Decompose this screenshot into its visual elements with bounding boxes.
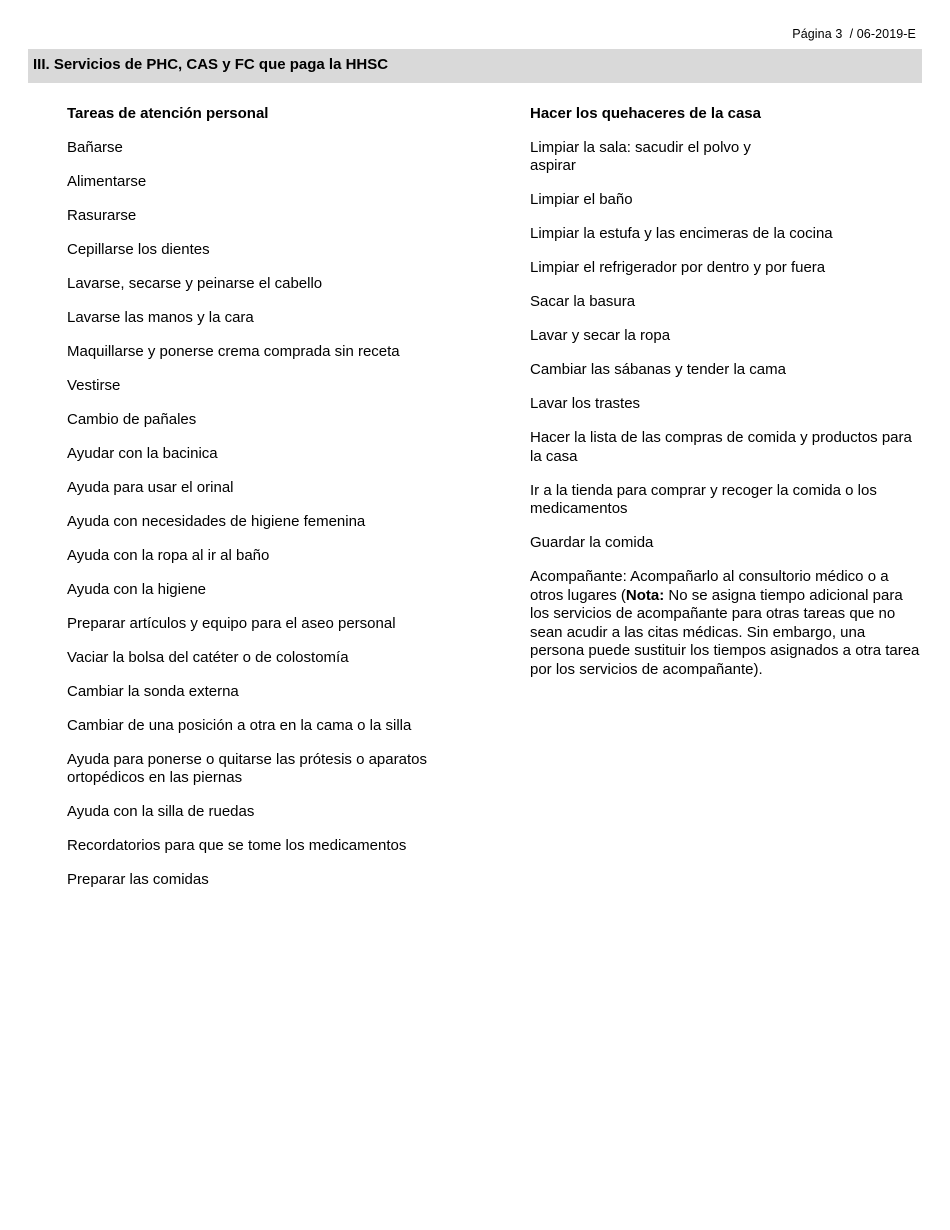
list-item: Sacar la basura (530, 293, 636, 310)
list-item: Maquillarse y ponerse crema comprada sin receta (67, 342, 400, 360)
list-item: Preparar artículos y equipo para el aseo personal (67, 614, 396, 632)
housekeeping-heading: Hacer los quehaceres de la casa (530, 105, 761, 122)
page-label: Página 3 (792, 27, 843, 41)
escort-paragraph (530, 568, 922, 679)
housekeeping-column (530, 104, 922, 695)
list-item: Ayuda para usar el orinal (67, 478, 234, 496)
list-item: Ir a la tienda para comprar y recoger la comida o los medicamentos (530, 481, 877, 517)
list-item: Vestirse (67, 376, 121, 394)
list-item: Guardar la comida (530, 534, 654, 551)
list-item: Cambiar la sonda externa (67, 682, 239, 700)
page-number (792, 27, 916, 41)
escort-text-after: No se asigna tiempo adicional para los servicios de acompañante para otras tareas que no sean acudir a las citas médicas. Sin embargo, una persona puede sustituir los tiempos asignados a otra tarea por los servicios de acompañante). (530, 586, 920, 678)
list-item: Ayuda para ponerse o quitarse las prótesis o aparatos ortopédicos en las piernas (67, 750, 427, 786)
list-item: Hacer la lista de las compras de comida y productos para la casa (530, 429, 912, 465)
list-item: Ayudar con la bacinica (67, 444, 218, 462)
list-item: Ayuda con necesidades de higiene femenina (67, 512, 366, 530)
list-item: Lavar y secar la ropa (530, 327, 671, 344)
list-item: Ayuda con la ropa al ir al baño (67, 546, 270, 564)
form-number: / 06-2019-E (849, 27, 916, 41)
list-item: Limpiar la estufa y las encimeras de la cocina (530, 225, 833, 242)
escort-text-before: Acompañante: Acompañarlo al consultorio médico o a otros lugares ( (530, 568, 889, 604)
list-item: Rasurarse (67, 206, 137, 224)
list-item: Ayuda con la silla de ruedas (67, 803, 255, 820)
list-item: Alimentarse (67, 172, 147, 190)
list-item: Cambiar de una posición a otra en la cama o la silla (67, 716, 412, 734)
list-item: Lavar los trastes (530, 395, 641, 412)
list-item: Limpiar el baño (530, 191, 633, 208)
list-item: Preparar las comidas (67, 871, 209, 888)
list-item: Recordatorios para que se tome los medicamentos (67, 837, 407, 854)
note-label: Nota: (625, 586, 665, 604)
section-header (28, 49, 922, 83)
list-item: Lavarse las manos y la cara (67, 308, 254, 326)
list-item: Vaciar la bolsa del catéter o de colostomía (67, 648, 349, 666)
list-item: Cambio de pañales (67, 410, 197, 428)
list-item: Limpiar el refrigerador por dentro y por fuera (530, 259, 826, 276)
list-item: Lavarse, secarse y peinarse el cabello (67, 274, 323, 292)
list-item: Bañarse (67, 138, 123, 156)
list-item: Cambiar las sábanas y tender la cama (530, 361, 786, 378)
list-item: Ayuda con la higiene (67, 580, 206, 598)
personal-care-heading: Tareas de atención personal (67, 105, 269, 122)
section-title: III. Servicios de PHC, CAS y FC que paga la HHSC (33, 56, 389, 73)
list-item: Cepillarse los dientes (67, 240, 210, 258)
personal-care-column (67, 104, 457, 905)
list-item: Limpiar la sala: sacudir el polvo y aspirar (530, 138, 751, 174)
